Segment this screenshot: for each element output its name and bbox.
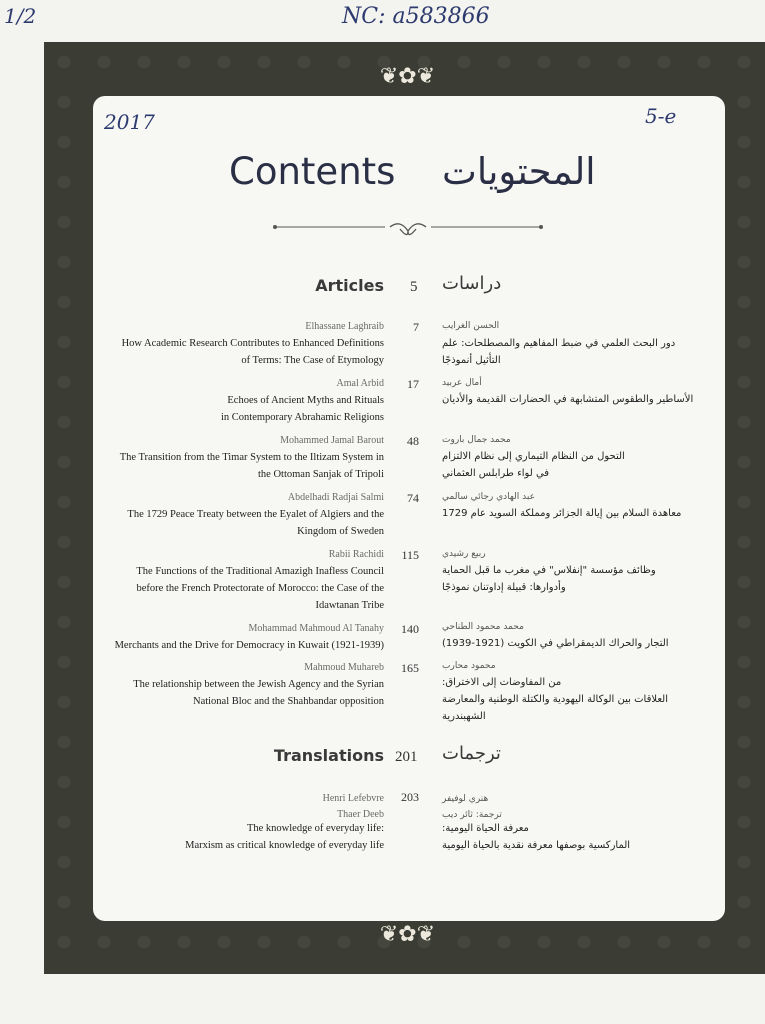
entry-title-en: The Transition from the Timar System to the Iltizam System in the Ottoman Sanjak of Tripoli xyxy=(119,452,384,480)
entry-title-ar: دور البحث العلمي في ضبط المفاهيم والمصطلحات: علم التأثيل أنموذجًا xyxy=(442,338,676,366)
entry-author-ar: محمد محمود الطناحي xyxy=(442,622,524,632)
top-ornament-icon: ❦✿❦ xyxy=(379,64,436,89)
entry-title-ar: الأساطير والطقوس المتشابهة في الحضارات القديمة والأديان xyxy=(442,394,694,405)
entry-title-en: Merchants and the Drive for Democracy in Kuwait (1921-1939) xyxy=(114,640,384,651)
divider-ornament-icon xyxy=(270,219,546,239)
entry-page: 17 xyxy=(407,377,419,391)
entry-author-en: Mohammed Jamal Barout xyxy=(280,435,384,446)
entry-author-ar: محمد جمال باروت xyxy=(442,435,511,445)
entry-title-ar: معرفة الحياة اليومية: الماركسية بوصفها معرفة نقدية بالحياة اليومية xyxy=(442,823,631,851)
entry-title-en: The 1729 Peace Treaty between the Eyalet of Algiers and the Kingdom of Sweden xyxy=(127,509,384,537)
entry-page: 7 xyxy=(413,320,419,334)
entry-author-ar: ربيع رشيدي xyxy=(442,549,486,559)
entry-author-ar: محمود محارب xyxy=(442,661,496,671)
year-note: 2017 xyxy=(104,110,155,134)
entry-title-ar: التجار والحراك الديمقراطي في الكويت (1921-1939) xyxy=(442,638,669,649)
section-articles-ar: دراسات xyxy=(442,273,502,294)
entry-title-ar: من المفاوضات إلى الاختراق: العلاقات بين الوكالة اليهودية والكتلة الوطنية والمعارضة الشهبندرية xyxy=(442,677,668,722)
entry-title-en: How Academic Research Contributes to Enhanced Definitions of Terms: The Case of Etymology xyxy=(121,338,384,366)
entry-page: 165 xyxy=(401,661,419,675)
entry-title-en: The Functions of the Traditional Amazigh Inafless Council before the French Protectorate of Morocco: the Case of the Idawtanan Tribe xyxy=(136,566,384,611)
code-note: 5-e xyxy=(645,104,677,128)
entry-title-ar: معاهدة السلام بين إيالة الجزائر ومملكة السويد عام 1729 xyxy=(442,508,682,519)
entry-author-ar: أمال عربيد xyxy=(442,378,482,388)
entry-title-en: The relationship between the Jewish Agency and the Syrian National Bloc and the Shahbandar opposition xyxy=(133,679,384,707)
entry-author-en: Amal Arbid xyxy=(336,378,384,389)
section-articles-page: 5 xyxy=(410,279,418,295)
entry-title-en: Echoes of Ancient Myths and Rituals in Contemporary Abrahamic Religions xyxy=(220,395,384,423)
entry-author-en: Abdelhadi Radjai Salmi xyxy=(287,492,384,503)
bottom-ornament-icon: ❦✿❦ xyxy=(379,922,436,947)
entry-page: 115 xyxy=(401,548,419,562)
entry-author-en: Elhassane Laghraib xyxy=(305,321,384,332)
entry-page: 48 xyxy=(407,434,419,448)
entry-author-ar: هنري لوفيفر ترجمة: ثائر ديب xyxy=(442,794,502,820)
section-articles-en: Articles xyxy=(315,276,384,295)
title-ar: المحتويات xyxy=(442,150,596,193)
entry-author-en: Rabii Rachidi xyxy=(328,549,384,560)
entry-page: 203 xyxy=(401,790,419,804)
title-en: Contents xyxy=(229,150,396,193)
section-translations-ar: ترجمات xyxy=(442,743,501,764)
entry-author-ar: عبد الهادي رجائي سالمي xyxy=(442,492,535,502)
call-number: NC: a583866 xyxy=(342,4,490,29)
entry-title-en: The knowledge of everyday life: Marxism as critical knowledge of everyday life xyxy=(185,823,384,851)
entry-author-ar: الحسن الغرايب xyxy=(442,321,500,331)
entry-author-en: Mahmoud Muhareb xyxy=(304,662,384,673)
entry-page: 140 xyxy=(401,622,419,636)
entry-title-ar: التحول من النظام التيماري إلى نظام الالتزام في لواء طرابلس العثماني xyxy=(442,451,625,479)
section-translations-en: Translations xyxy=(273,746,384,765)
entry-author-en: Henri Lefebvre Thaer Deeb xyxy=(322,793,384,820)
page-mark: 1/2 xyxy=(4,4,37,28)
entry-page: 74 xyxy=(407,491,419,505)
entry-title-ar: وظائف مؤسسة "إنفلاس" في مغرب ما قبل الحماية وأدوارها: قبيلة إداوتنان نموذجًا xyxy=(442,565,656,593)
entry-author-en: Mohammad Mahmoud Al Tanahy xyxy=(248,623,384,634)
section-translations-page: 201 xyxy=(395,749,418,765)
